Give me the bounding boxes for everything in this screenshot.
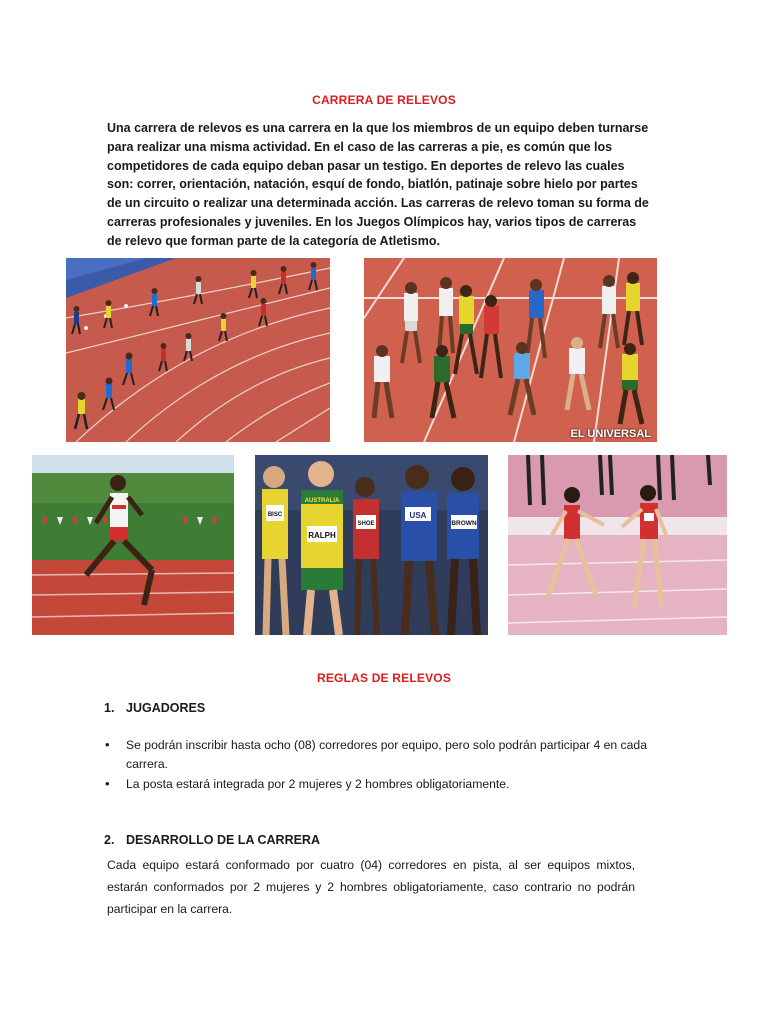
section-1-number: 1. bbox=[104, 701, 115, 715]
page-title: CARRERA DE RELEVOS bbox=[312, 93, 456, 107]
section-2-heading bbox=[104, 833, 320, 847]
section-1-label: JUGADORES bbox=[126, 701, 206, 715]
intro-text bbox=[107, 119, 652, 251]
section-1-heading bbox=[104, 701, 205, 715]
baton-exchange-photo bbox=[508, 455, 727, 635]
players-rules-list bbox=[104, 736, 649, 796]
el-universal-watermark: EL UNIVERSAL bbox=[570, 428, 651, 440]
runners-bibs-photo bbox=[255, 455, 488, 635]
usa-bib-text: USA bbox=[409, 511, 427, 520]
relay-handover-photo bbox=[364, 258, 657, 442]
intro-paragraph-1: Una carrera de relevos es una carrera en la que los miembros de un equipo deben turnarse para realizar una misma actividad. En el caso de las carreras a pie, es común que los competidores de cada equipo deban pasar un testigo. En deportes de relevo las cuales bbox=[107, 121, 649, 173]
ralph-bib-text: RALPH bbox=[308, 531, 336, 540]
sprinter-photo bbox=[32, 455, 234, 635]
rules-title: REGLAS DE RELEVOS bbox=[316, 671, 452, 685]
bisc-bib-text: BISC bbox=[267, 512, 283, 518]
brown-bib-text: BROWN bbox=[451, 520, 477, 527]
australia-bib-text: AUSTRALIA bbox=[304, 498, 340, 504]
race-development-paragraph: Cada equipo estará conformado por cuatro (04) corredores en pista, al ser equipos mixtos, estarán conformados por 2 mujeres y 2 hombres obligatoriamente, caso contrario no podrán participar en la carrera. bbox=[107, 858, 635, 916]
list-item: • Se podrán inscribir hasta ocho (08) corredores por equipo, pero solo podrán participar 4 en cada carrera. bbox=[104, 736, 649, 773]
section-2-label: DESARROLLO DE LA CARRERA bbox=[126, 833, 320, 847]
section-2-number: 2. bbox=[104, 833, 115, 847]
relay-track-aerial-photo bbox=[66, 258, 330, 442]
intro-paragraph-2: son: correr, orientación, natación, esquí de fondo, biatlón, patinaje sobre hielo por partes de un circuito o realizar una determinada acción. Las carreras de relevo toman su forma de carreras profesionales y juveniles. En los Juegos Olímpicos hay, varios tipos de carreras de relevo que forman parte de la categoría de Atletismo. bbox=[107, 177, 649, 248]
shoe-bib-text: SHOE bbox=[357, 521, 375, 527]
list-item: • La posta estará integrada por 2 mujeres y 2 hombres obligatoriamente. bbox=[104, 775, 649, 794]
